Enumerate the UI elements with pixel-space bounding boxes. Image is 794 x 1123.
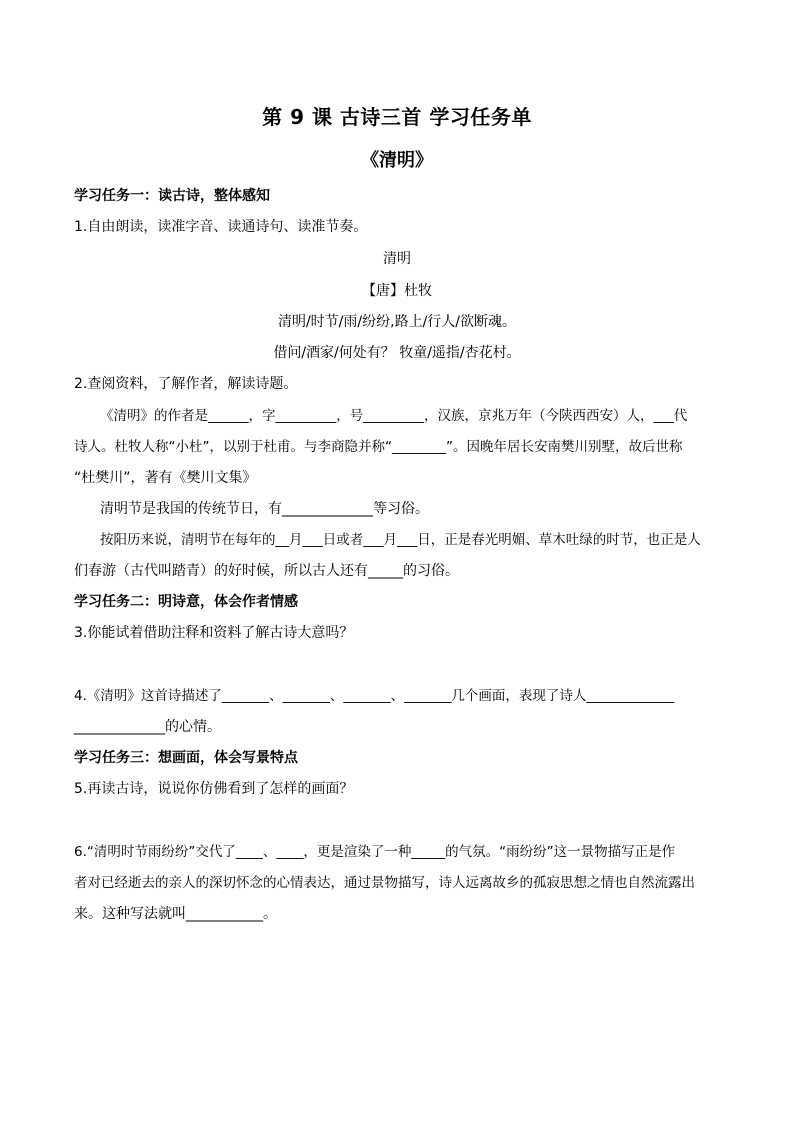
question-6-line-3: 来。这种写法就叫___________。 [74, 906, 277, 922]
author-info-line-1: 《清明》的作者是______，字_________，号_________，汉族，京兆万年（今陕西西安）人，___代 [100, 408, 688, 424]
question-4-line-2: _____________的心情。 [74, 719, 221, 735]
question-5: 5.再读古诗，说说你仿佛看到了怎样的画面？ [74, 781, 354, 797]
question-4-line-1: 4.《清明》这首诗描述了_______、_______、_______、_______几个画面，表现了诗人_____________ [74, 688, 675, 704]
author-info-line-3: “杜樊川”，著有《樊川文集》 [74, 470, 257, 486]
festival-date-line-1: 按阳历来说，清明节在每年的__月___日或者___月___日，正是春光明媚、草木吐绿的时节，也正是人 [100, 532, 701, 548]
question-2: 2.查阅资料，了解作者，解读诗题。 [74, 376, 298, 392]
question-6-line-2: 者对已经逝去的亲人的深切怀念的心情表达，通过景物描写，诗人远离故乡的孤寂思想之情也自然流露出 [74, 875, 695, 891]
poem-line-1: 清明/时节/雨/纷纷,路上/行人/欲断魂。 [277, 314, 517, 330]
task2-heading: 学习任务二：明诗意，体会作者情感 [74, 594, 298, 610]
author-info-line-2: 诗人。杜牧人称“小杜”，以别于杜甫。与李商隐并称“________”。因晚年居长安南樊川别墅，故后世称 [74, 439, 683, 455]
question-6-line-1: 6.“清明时节雨纷纷”交代了____、____，更是渲染了一种_____的气氛。“雨纷纷”这一景物描写正是作 [74, 844, 676, 860]
poem-title: 清明 [383, 251, 411, 267]
poem-subtitle: 《清明》 [361, 150, 433, 171]
page-title: 第 9 课 古诗三首 学习任务单 [262, 105, 532, 129]
task3-heading: 学习任务三：想画面，体会写景特点 [74, 750, 298, 766]
question-3: 3.你能试着借助注释和资料了解古诗大意吗？ [74, 625, 354, 641]
festival-date-line-2: 们春游（古代叫踏青）的好时候，所以古人还有_____的习俗。 [74, 563, 459, 579]
festival-customs: 清明节是我国的传统节日，有_____________等习俗。 [100, 501, 429, 517]
poem-author: 【唐】杜牧 [362, 283, 432, 299]
poem-line-2: 借问/酒家/何处有？ 牧童/遥指/杏花村。 [273, 345, 521, 361]
question-1: 1.自由朗读，读准字音、读通诗句、读准节奏。 [74, 219, 368, 235]
task1-heading: 学习任务一：读古诗，整体感知 [74, 188, 270, 204]
